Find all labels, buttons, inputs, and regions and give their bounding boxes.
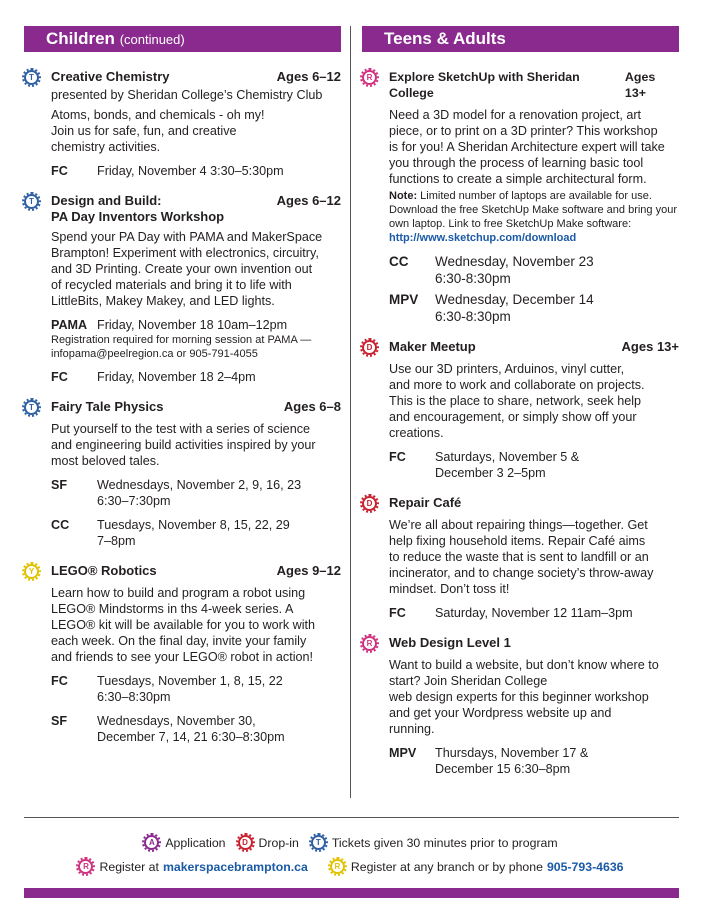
- program-ages: Ages 6–8: [283, 399, 341, 414]
- program-description: Spend your PA Day with PAMA and MakerSpace Brampton! Experiment with electronics, circuitry, and 3D Printing. Create your own invention out of recycled materials and bring it to life with LittleBits, Makey Makey, and LED lights.: [51, 230, 323, 308]
- schedule-time: Wednesdays, November 30, December 7, 14, 21 6:30–8:30pm: [97, 714, 285, 744]
- program-ages: Ages 9–12: [276, 563, 341, 578]
- schedule-row: [389, 253, 679, 287]
- teens-adults-header: [362, 26, 679, 52]
- program-web-design: [362, 635, 679, 777]
- schedule-row: [51, 369, 341, 385]
- schedule-location: FC: [51, 164, 68, 178]
- program-fairy-tale-physics: [24, 399, 341, 549]
- column-divider: [350, 26, 351, 798]
- program-description: Want to build a website, but don’t know where to start? Join Sheridan College web design experts for this beginner workshop and get your Wordpress website up and running.: [389, 658, 659, 736]
- schedule-location: SF: [51, 714, 68, 728]
- children-header-title: Children: [46, 29, 115, 48]
- legend-row-top: [0, 835, 702, 850]
- schedule-row: [51, 163, 341, 179]
- legend-register-branch: [330, 859, 624, 874]
- program-description: Use our 3D printers, Arduinos, vinyl cutter, and more to work and collaborate on projects. This is the place to share, network, seek help and encouragement, or simply show off your creations.: [389, 362, 645, 440]
- schedule-time: Friday, November 18 10am–12pm: [97, 318, 288, 332]
- children-header-subtitle: (continued): [119, 32, 185, 47]
- program-ages: Ages 13+: [621, 339, 679, 354]
- legend-drop-in-label: Drop-in: [258, 835, 299, 850]
- ticket-badge-icon: T: [24, 194, 39, 209]
- program-note: [389, 189, 679, 245]
- schedule-row: [51, 517, 341, 549]
- note-label: Note:: [389, 190, 418, 202]
- drop-in-badge-icon: D: [362, 340, 377, 355]
- program-title: Design and Build:: [51, 193, 162, 208]
- legend-tickets: [311, 835, 558, 850]
- schedule-location: MPV: [389, 746, 417, 760]
- program-lego-robotics: [24, 563, 341, 745]
- legend-application-label: Application: [165, 835, 226, 850]
- footer-bar: [24, 888, 679, 898]
- program-title: LEGO® Robotics: [51, 563, 157, 578]
- schedule-row: [389, 449, 679, 481]
- program-title: Creative Chemistry: [51, 69, 170, 84]
- legend-drop-in: [238, 835, 299, 850]
- schedule-location: FC: [389, 606, 406, 620]
- legend-register-online: [78, 859, 307, 874]
- online-register-badge-icon: R: [362, 636, 377, 651]
- program-title: Web Design Level 1: [389, 635, 511, 650]
- schedule-time: Friday, November 18 2–4pm: [97, 370, 256, 384]
- schedule-location: FC: [389, 450, 406, 464]
- program-title: Maker Meetup: [389, 339, 476, 354]
- program-title: Fairy Tale Physics: [51, 399, 164, 414]
- legend-application: [144, 835, 225, 850]
- program-ages: Ages 6–12: [276, 69, 341, 84]
- schedule-time: Saturdays, November 5 & December 3 2–5pm: [435, 450, 580, 480]
- legend-tickets-label: Tickets given 30 minutes prior to program: [331, 835, 558, 850]
- program-description: Atoms, bonds, and chemicals - oh my! Join us for safe, fun, and creative chemistry activities.: [51, 108, 265, 154]
- children-header: [24, 26, 341, 52]
- branch-register-badge-icon: R: [330, 859, 345, 874]
- schedule-row: [389, 605, 679, 621]
- sketchup-download-link[interactable]: http://www.sketchup.com/download: [389, 232, 577, 244]
- schedule-time: Tuesdays, November 1, 8, 15, 22 6:30–8:30pm: [97, 674, 283, 704]
- program-ages: Ages 13+: [624, 70, 656, 100]
- legend-row-bottom: [0, 859, 702, 874]
- drop-in-badge-icon: D: [238, 835, 253, 850]
- teens-adults-column: [362, 26, 679, 777]
- schedule-row: [51, 673, 341, 705]
- program-presenter: presented by Sheridan College’s Chemistry Club: [51, 88, 323, 102]
- schedule-row: [389, 745, 679, 777]
- schedule-time: Tuesdays, November 8, 15, 22, 29 7–8pm: [97, 518, 290, 548]
- schedule-location: FC: [51, 370, 68, 384]
- teens-adults-header-title: Teens & Adults: [384, 29, 506, 48]
- registration-note: Registration required for morning session at PAMA — infopama@peelregion.ca or 905-791-4055: [51, 334, 312, 360]
- program-description: We’re all about repairing things—together. Get help fixing household items. Repair Café aims to reduce the waste that is sent to landfill or an incinerator, and to change society’s throw-away mindset. Don’t toss it!: [389, 518, 654, 596]
- schedule-time: Thursdays, November 17 & December 15 6:30–8pm: [435, 746, 589, 776]
- online-register-badge-icon: R: [362, 70, 377, 85]
- schedule-row: [389, 291, 679, 325]
- schedule-time: Saturday, November 12 11am–3pm: [435, 606, 633, 620]
- schedule-location: MPV: [389, 292, 419, 307]
- schedule-row: [51, 477, 341, 509]
- program-subtitle: PA Day Inventors Workshop: [51, 209, 225, 224]
- program-title: Explore SketchUp with Sheridan College: [389, 70, 580, 100]
- schedule-time: Friday, November 4 3:30–5:30pm: [97, 164, 284, 178]
- children-column: [24, 26, 341, 745]
- schedule-row: [51, 713, 341, 745]
- schedule-location: SF: [51, 478, 68, 492]
- note-text: Limited number of laptops are available for use. Download the free SketchUp Make software and bring your own laptop. Link to free SketchUp Make software:: [389, 190, 677, 230]
- ticket-badge-icon: T: [311, 835, 326, 850]
- application-badge-icon: A: [144, 835, 159, 850]
- schedule-location: CC: [51, 518, 70, 532]
- register-phone-number: 905-793-4636: [546, 859, 624, 874]
- legend-register-online-label: Register at: [99, 859, 159, 874]
- branch-register-badge-icon: Y: [24, 564, 39, 579]
- schedule-row: [51, 317, 341, 333]
- schedule-location: FC: [51, 674, 68, 688]
- program-description: Put yourself to the test with a series of science and engineering build activities inspired by your most beloved tales.: [51, 422, 316, 468]
- ticket-badge-icon: T: [24, 70, 39, 85]
- legend-divider: [24, 817, 679, 818]
- online-register-badge-icon: R: [78, 859, 93, 874]
- schedule-time: Wednesday, December 14 6:30-8:30pm: [435, 292, 594, 324]
- program-description: Learn how to build and program a robot using LEGO® Mindstorms in ths 4-week series. A LEGO® kit will be available for you to work with each week. On the final day, invite your family and friends to see your LEGO® robot in action!: [51, 586, 316, 664]
- program-repair-cafe: [362, 495, 679, 621]
- makerspace-website-link[interactable]: makerspacebrampton.ca: [162, 859, 308, 874]
- program-ages: Ages 6–12: [276, 193, 341, 208]
- schedule-location: CC: [389, 254, 409, 269]
- program-maker-meetup: [362, 339, 679, 481]
- schedule-time: Wednesday, November 23 6:30-8:30pm: [435, 254, 594, 286]
- schedule-time: Wednesdays, November 2, 9, 16, 23 6:30–7:30pm: [97, 478, 302, 508]
- program-description: Need a 3D model for a renovation project, art piece, or to print on a 3D printer? This workshop is for you! A Sheridan Architecture expert will take you through the process of learning basic tool functions to create a simple architectural form.: [389, 108, 665, 186]
- legend-register-branch-label: Register at any branch or by phone: [350, 859, 543, 874]
- program-creative-chemistry: [24, 69, 341, 179]
- program-design-and-build: [24, 193, 341, 385]
- program-title: Repair Café: [389, 495, 462, 510]
- program-explore-sketchup: [362, 69, 679, 325]
- drop-in-badge-icon: D: [362, 496, 377, 511]
- schedule-location: PAMA: [51, 318, 88, 332]
- ticket-badge-icon: T: [24, 400, 39, 415]
